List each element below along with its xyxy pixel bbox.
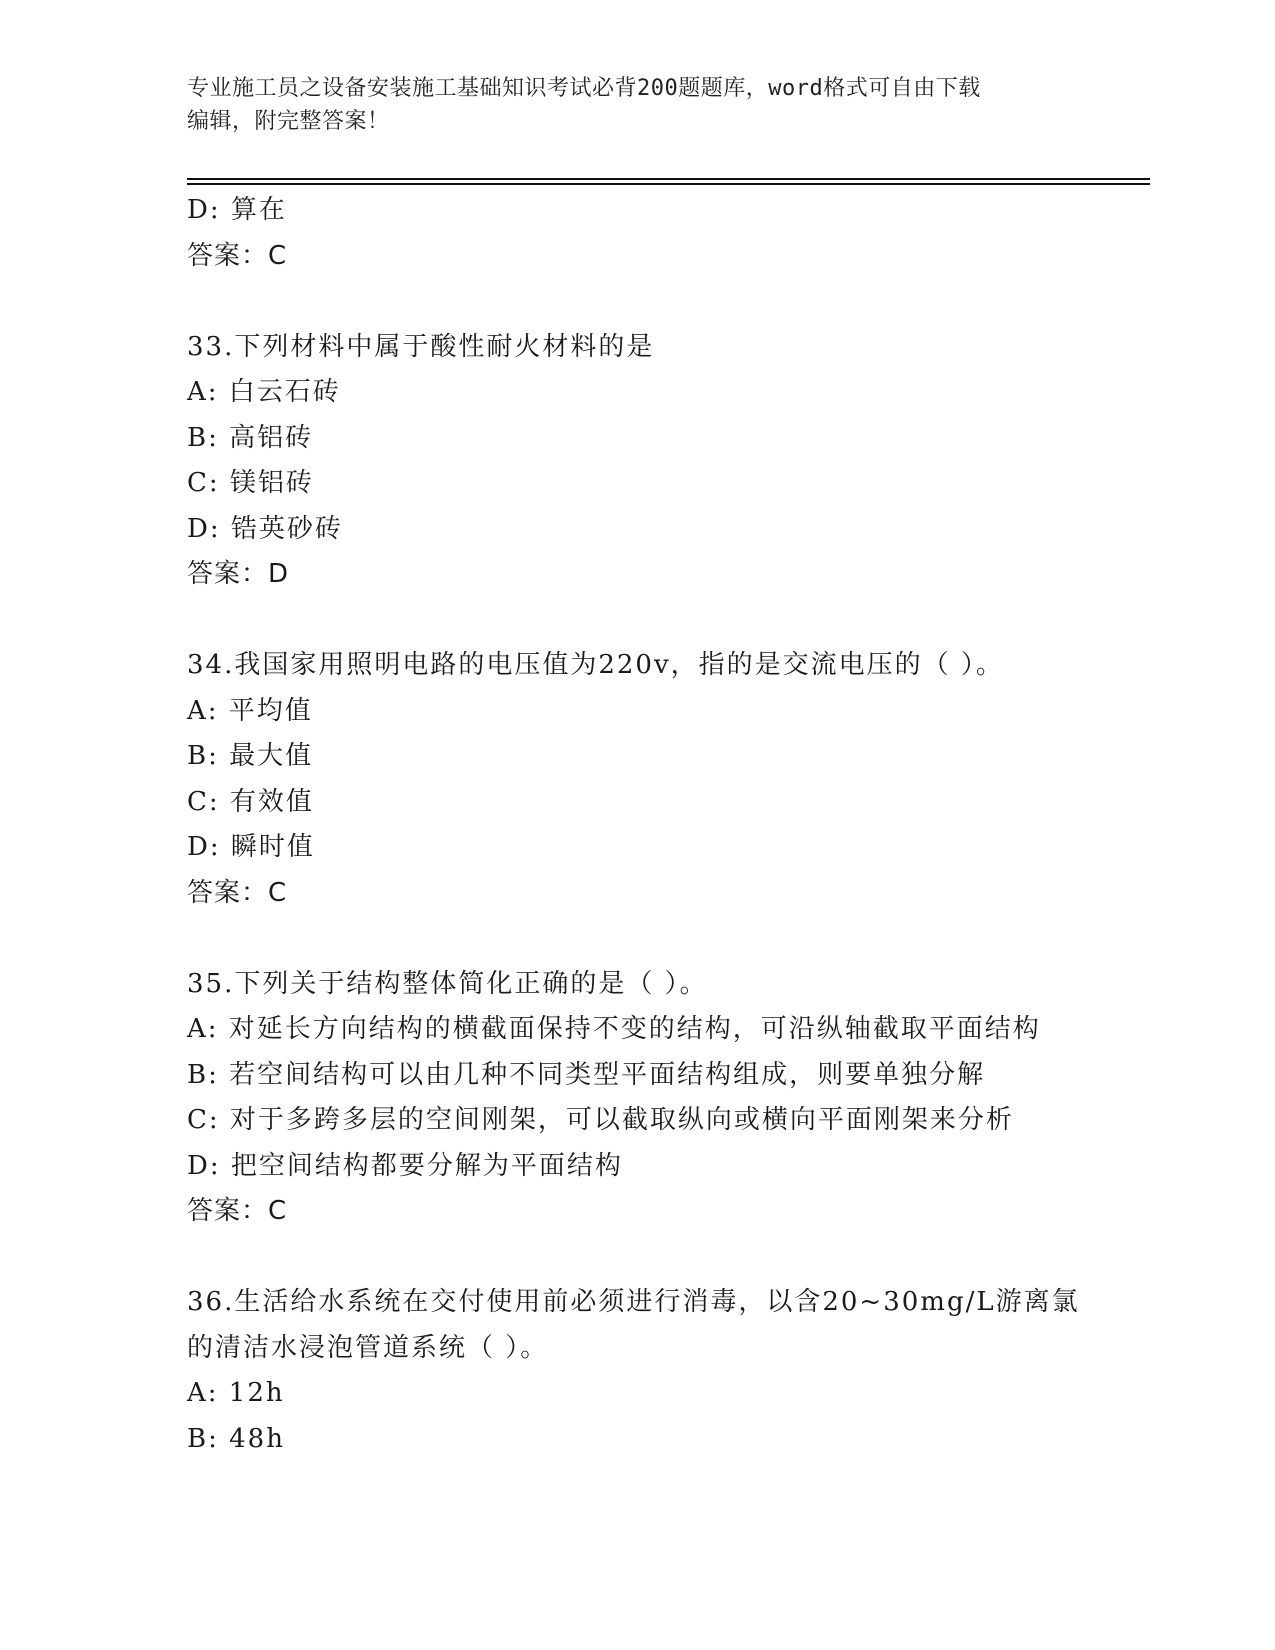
answer-line: 答案：D (187, 559, 290, 589)
question-34 (187, 643, 1150, 916)
option-a: A: 对延长方向结构的横截面保持不变的结构，可沿纵轴截取平面结构 (187, 1014, 1041, 1044)
header-rule-top (187, 178, 1150, 180)
header-title-line-2: 编辑，附完整答案！ (187, 109, 390, 134)
spacer (187, 279, 1150, 325)
spacer (187, 916, 1150, 962)
option-a: A: 平均值 (187, 695, 313, 726)
option-d: D: 把空间结构都要分解为平面结构 (187, 1150, 623, 1181)
option-c: C: 镁铝砖 (187, 468, 314, 498)
answer-line: 答案：C (187, 240, 288, 271)
option-d: D: 瞬时值 (187, 832, 315, 862)
answer-line: 答案：C (187, 877, 288, 908)
header-title-line-1: 专业施工员之设备安装施工基础知识考试必背200题题库，word格式可自由下载 (187, 76, 981, 101)
option-a: A: 白云石砖 (187, 377, 341, 407)
option-d: D: 算在 (187, 195, 287, 225)
header-rule-bottom (187, 183, 1150, 185)
question-stem: 34.我国家用照明电路的电压值为220v，指的是交流电压的（ ）。 (187, 650, 1004, 680)
question-content (187, 188, 1150, 1462)
option-a: A: 12h (187, 1378, 285, 1408)
option-b: B: 最大值 (187, 741, 314, 771)
option-c: C: 对于多跨多层的空间刚架，可以截取纵向或横向平面刚架来分析 (187, 1105, 1014, 1135)
question-stem-continued: 的清洁水浸泡管道系统（ ）。 (187, 1332, 549, 1363)
option-b: B: 高铝砖 (187, 422, 314, 453)
option-b: B: 48h (187, 1423, 285, 1454)
answer-line: 答案：C (187, 1196, 288, 1226)
question-stem: 33.下列材料中属于酸性耐火材料的是 (187, 331, 655, 362)
spacer (187, 598, 1150, 644)
option-c: C: 有效值 (187, 786, 314, 817)
question-33 (187, 325, 1150, 598)
question-35 (187, 962, 1150, 1235)
question-36 (187, 1280, 1150, 1462)
question-stem: 35.下列关于结构整体简化正确的是（ ）。 (187, 968, 708, 999)
question-stem: 36.生活给水系统在交付使用前必须进行消毒，以含20~30mg/L游离氯 (187, 1287, 1080, 1317)
spacer (187, 1235, 1150, 1281)
option-d: D: 锆英砂砖 (187, 513, 343, 544)
document-header (187, 72, 1087, 138)
option-b: B: 若空间结构可以由几种不同类型平面结构组成，则要单独分解 (187, 1059, 986, 1090)
